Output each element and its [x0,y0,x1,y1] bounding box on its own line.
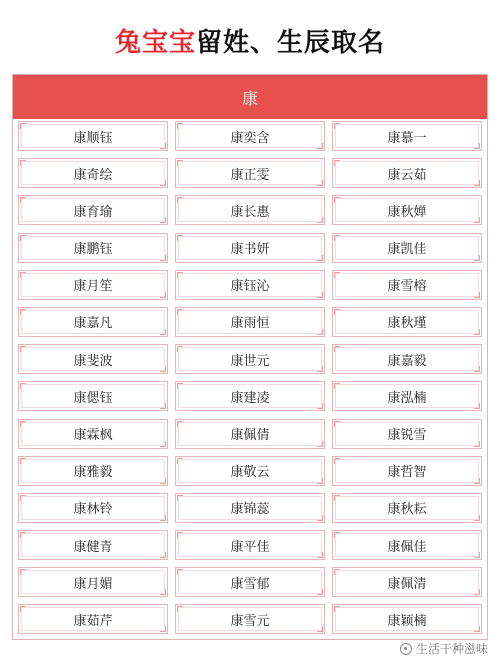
name-cell: 康锦蕊 [175,493,325,523]
name-cell: 康泓楠 [332,381,482,411]
name-cell: 康钰沁 [175,270,325,300]
name-cell: 康哲智 [332,456,482,486]
name-cell: 康秋婵 [332,195,482,225]
name-cell: 康书妍 [175,233,325,263]
name-cell: 康正雯 [175,158,325,188]
name-cell: 康嘉凡 [18,307,168,337]
name-cell: 康霖枫 [18,419,168,449]
name-cell: 康颖楠 [332,604,482,634]
name-cell: 康雨恒 [175,307,325,337]
name-cell: 康健青 [18,530,168,560]
name-cell: 康育瑜 [18,195,168,225]
name-cell: 康秋瑾 [332,307,482,337]
name-cell: 康斐波 [18,344,168,374]
title-highlight: 兔宝宝 [114,28,196,58]
title-rest: 留姓、生辰取名 [196,28,386,58]
names-grid [18,121,482,634]
name-cell: 康云茹 [332,158,482,188]
name-cell: 康鹏钰 [18,233,168,263]
name-cell: 康嘉毅 [332,344,482,374]
surname-header [13,75,487,119]
name-cell: 康顺钰 [18,121,168,151]
name-cell: 康凯佳 [332,233,482,263]
name-cell: 康奕含 [175,121,325,151]
name-cell: 康敬云 [175,456,325,486]
name-cell: 康建凌 [175,381,325,411]
name-cell: 康雪榕 [332,270,482,300]
name-cell: 康长惠 [175,195,325,225]
name-cell: 康锐雪 [332,419,482,449]
name-cell: 康奇绘 [18,158,168,188]
name-cell: 康林铃 [18,493,168,523]
name-cell: 康偲钰 [18,381,168,411]
watermark-icon [400,643,412,655]
watermark [400,640,488,657]
name-cell: 康佩佳 [332,530,482,560]
names-panel [12,74,488,640]
surname-label: 康 [241,88,258,108]
name-cell: 康佩倩 [175,419,325,449]
name-cell: 康月媚 [18,567,168,597]
name-cell: 康雅毅 [18,456,168,486]
page-title [0,22,500,59]
name-cell: 康佩清 [332,567,482,597]
name-cell: 康雪元 [175,604,325,634]
name-cell: 康秋耘 [332,493,482,523]
watermark-text: 生活干种滋味 [415,642,488,656]
name-cell: 康世元 [175,344,325,374]
name-cell: 康茹芹 [18,604,168,634]
name-cell: 康慕一 [332,121,482,151]
name-cell: 康平佳 [175,530,325,560]
name-cell: 康雪郁 [175,567,325,597]
name-cell: 康月笙 [18,270,168,300]
